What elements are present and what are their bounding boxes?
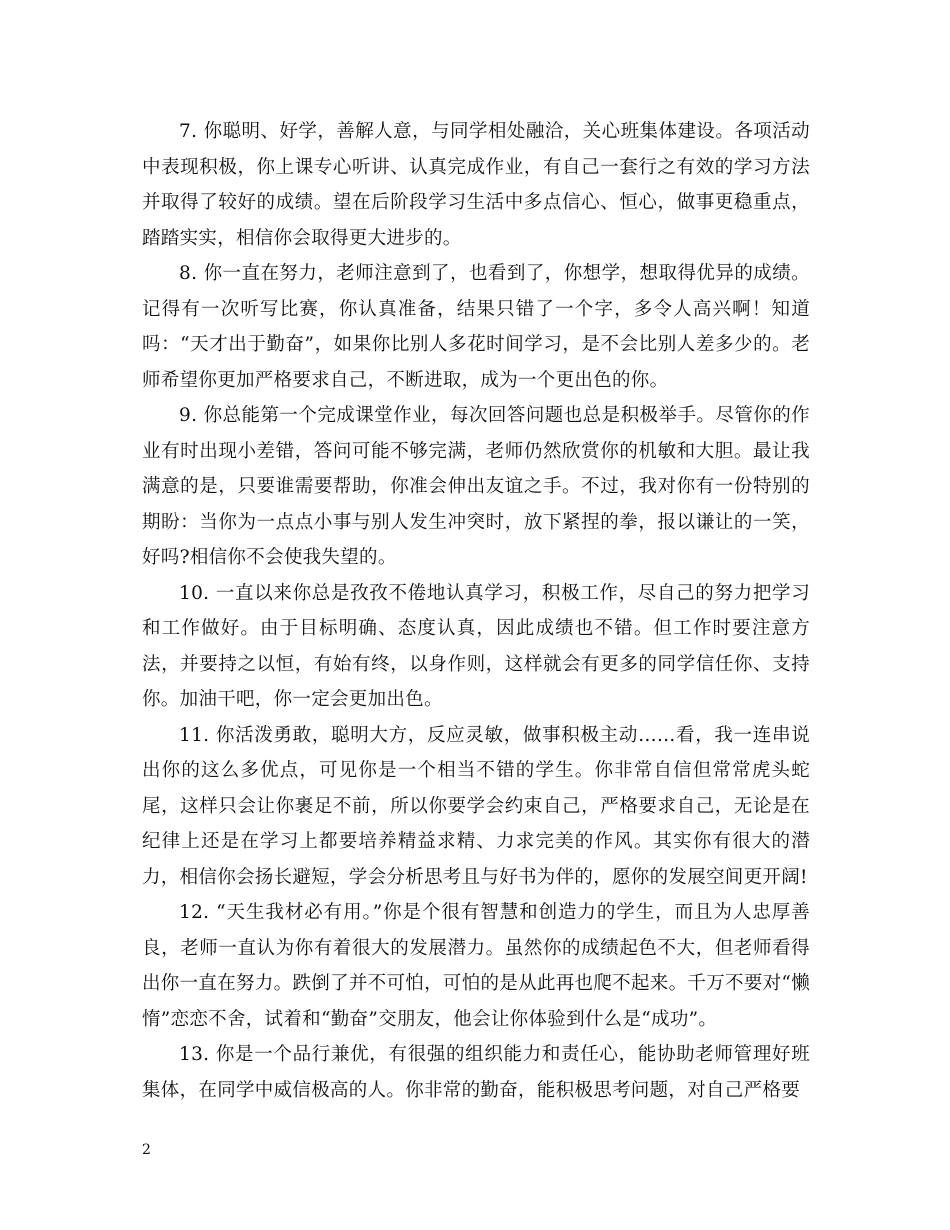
paragraph-7: 7. 你聪明、好学，善解人意，与同学相处融洽，关心班集体建设。各项活动中表现积极，你上课专心听讲、认真完成作业，有自己一套行之有效的学习方法并取得了较好的成绩。望在后阶段学习生活中多点信心、恒心，做事更稳重点，踏踏实实，相信你会取得更大进步的。	[142, 121, 810, 249]
paragraph-10: 10. 一直以来你总是孜孜不倦地认真学习，积极工作，尽自己的努力把学习和工作做好。由于目标明确、态度认真，因此成绩也不错。但工作时要注意方法，并要持之以恒，有始有终，以身作则，这样就会有更多的同学信任你、支持你。加油干吧，你一定会更加出色。	[142, 582, 810, 710]
document-body	[142, 114, 810, 1108]
paragraph-9: 9. 你总能第一个完成课堂作业，每次回答问题也总是积极举手。尽管你的作业有时出现小差错，答问可能不够完满，老师仍然欣赏你的机敏和大胆。最让我满意的是，只要谁需要帮助，你准会伸出友谊之手。不过，我对你有一份特别的期盼：当你为一点点小事与别人发生冲突时，放下紧捏的拳，报以谦让的一笑，好吗?相信你不会使我失望的。	[142, 405, 810, 568]
page-number: 2	[142, 1142, 151, 1158]
paragraph-13: 13. 你是一个品行兼优，有很强的组织能力和责任心，能协助老师管理好班集体，在同学中威信极高的人。你非常的勤奋，能积极思考问题，对自己严格要	[142, 1044, 810, 1101]
paragraph-11: 11. 你活泼勇敢，聪明大方，反应灵敏，做事积极主动……看，我一连串说出你的这么多优点，可见你是一个相当不错的学生。你非常自信但常常虎头蛇尾，这样只会让你裹足不前，所以你要学会约束自己，严格要求自己，无论是在纪律上还是在学习上都要培养精益求精、力求完美的作风。其实你有很大的潜力，相信你会扬长避短，学会分析思考且与好书为伴的，愿你的发展空间更开阔!	[142, 724, 810, 888]
paragraph-8: 8. 你一直在努力，老师注意到了，也看到了，你想学，想取得优异的成绩。记得有一次听写比赛，你认真准备，结果只错了一个字，多令人高兴啊！知道吗：“天才出于勤奋”，如果你比别人多花时间学习，是不会比别人差多少的。老师希望你更加严格要求自己，不断进取，成为一个更出色的你。	[142, 263, 810, 391]
paragraph-12: 12. “天生我材必有用。”你是个很有智慧和创造力的学生，而且为人忠厚善良，老师一直认为你有着很大的发展潜力。虽然你的成绩起色不大，但老师看得出你一直在努力。跌倒了并不可怕，可怕的是从此再也爬不起来。千万不要对“懒惰”恋恋不舍，试着和“勤奋”交朋友，他会让你体验到什么是“成功”。	[142, 902, 810, 1030]
